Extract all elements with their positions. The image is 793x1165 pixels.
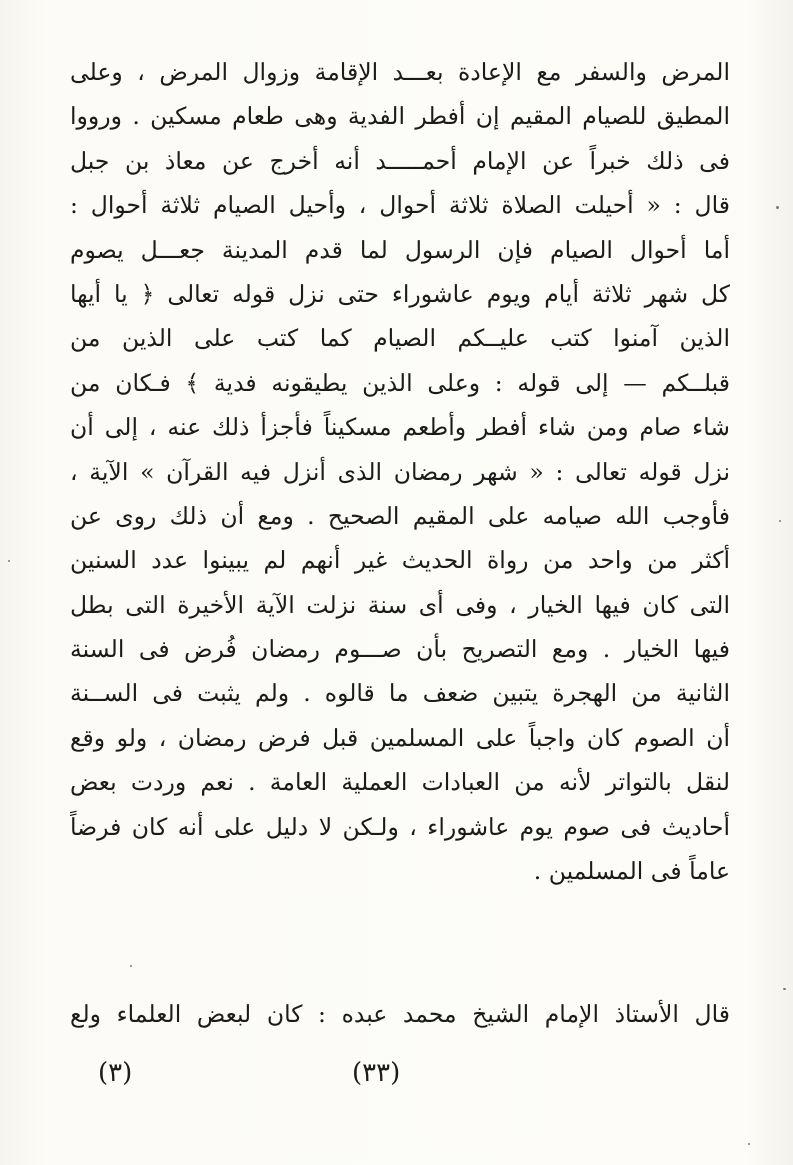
text-line: أكثر من واحد من رواة الحديث غير أنهم لم يبينوا عدد السنين: [70, 546, 730, 575]
text-line: فأوجب الله صيامه على المقيم الصحيح . ومع أن ذلك روى عن: [70, 501, 730, 530]
text-line: قال : « أحيلت الصلاة ثلاثة أحوال ، وأحيل الصيام ثلاثة أحوال :: [70, 191, 730, 220]
scan-speck: [776, 206, 779, 209]
text-line: أن الصوم كان واجباً على المسلمين قبل فرض رمضان ، ولو وقع: [70, 723, 730, 752]
text-line: فيها الخيار . ومع التصريح بأن صـــوم رمضان فُرض فى السنة: [70, 635, 730, 664]
scan-speck: [8, 560, 10, 562]
scan-speck: [130, 965, 132, 967]
text-line: المرض والسفر مع الإعادة بعـــد الإقامة وزوال المرض ، وعلى: [70, 58, 730, 86]
text-line-last: عاماً فى المسلمين .: [533, 857, 730, 886]
text-line: شاء صام ومن شاء أفطر وأطعم مسكيناً فأجزأ ذلك عنه ، إلى أن: [70, 413, 730, 442]
scan-speck: [779, 520, 781, 522]
text-line: قبلــكم — إلى قوله : وعلى الذين يطيقونه فدية ﴾ فـكان من: [70, 368, 730, 397]
text-line: أحاديث فى صوم يوم عاشوراء ، ولـكن لا دليل على أنه كان فرضاً: [70, 812, 730, 841]
text-line: التى كان فيها الخيار ، وفى أى سنة نزلت الآية الأخيرة التى بطل: [70, 590, 730, 619]
text-line: لنقل بالتواتر لأنه من العبادات العملية العامة . نعم وردت بعض: [70, 768, 730, 797]
scan-speck: [748, 1143, 750, 1145]
text-line: أما أحوال الصيام فإن الرسول لما قدم المدينة جعـــل يصوم: [70, 235, 730, 264]
next-paragraph-line: قال الأستاذ الإمام الشيخ محمد عبده : كان لبعض العلماء ولع: [70, 1000, 730, 1028]
text-line: الذين آمنوا كتب عليــكم الصيام كما كتب على الذين من: [70, 324, 730, 353]
text-line: الثانية من الهجرة يتبين ضعف ما قالوه . ولم يثبت فى الســنة: [70, 679, 730, 708]
page-number: (٣٣): [352, 1058, 401, 1088]
text-line: المطيق للصيام المقيم إن أفطر الفدية وهى طعام مسكين . ورووا: [70, 102, 730, 131]
signature-mark: (٣): [98, 1058, 133, 1088]
text-line: كل شهر ثلاثة أيام ويوم عاشوراء حتى نزل قوله تعالى ﴿ يا أيها: [70, 279, 730, 308]
text-line: نزل قوله تعالى : « شهر رمضان الذى أنزل فيه القرآن » الآية ،: [70, 457, 730, 486]
scan-speck: [783, 988, 786, 990]
main-text: [70, 50, 730, 893]
text-line: فى ذلك خبراً عن الإمام أحمـــــد أنه أخرج عن معاذ بن جبل: [70, 146, 730, 175]
